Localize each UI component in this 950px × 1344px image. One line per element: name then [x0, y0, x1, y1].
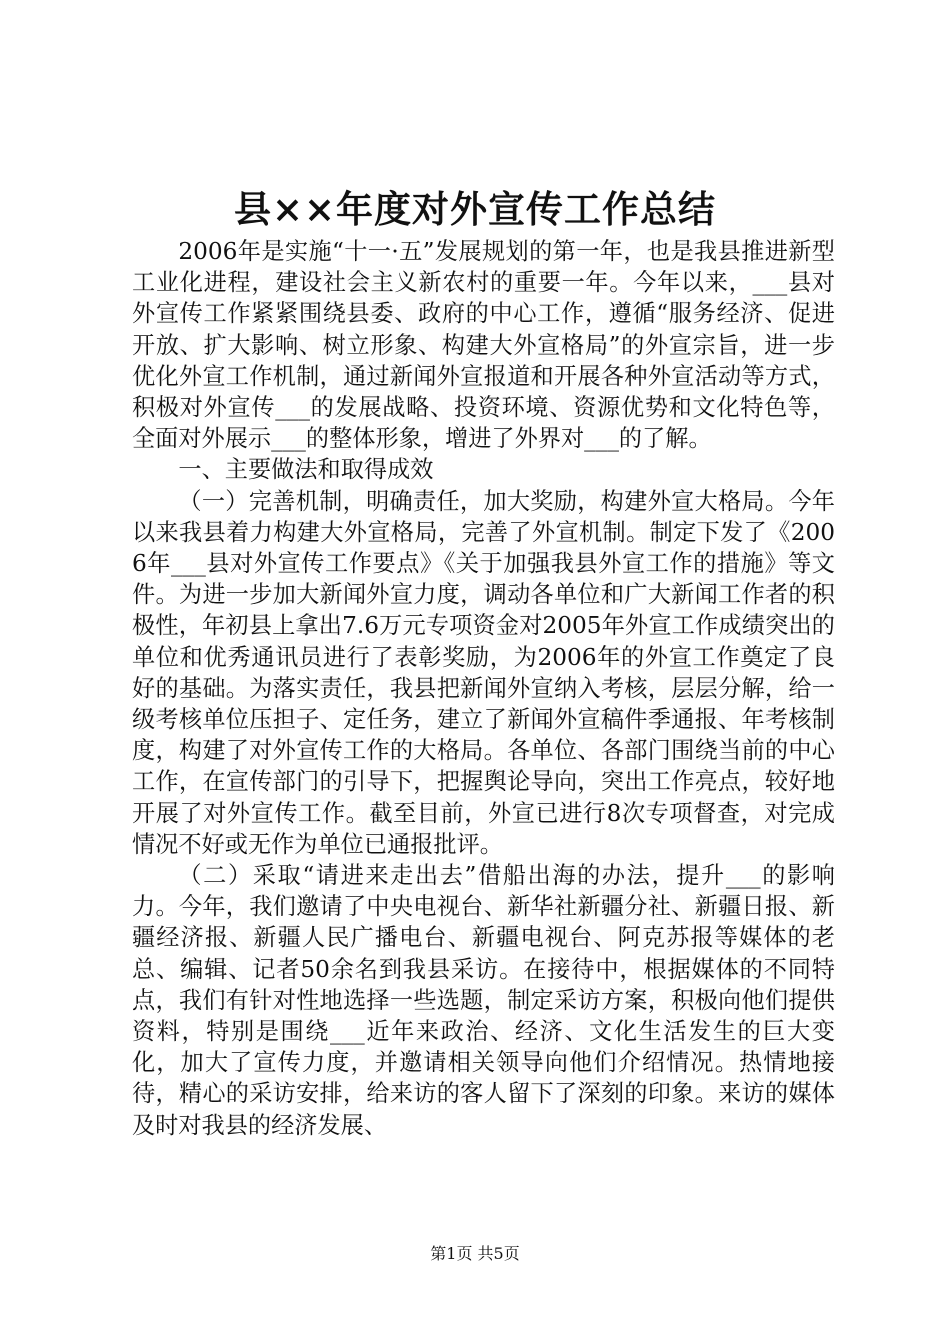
page-number-footer: 第1页 共5页 — [430, 1244, 520, 1263]
paragraph-item-1: （一）完善机制，明确责任，加大奖励，构建外宣大格局。今年以来我县着力构建大外宣格局，完善了外宣机制。制定下发了《2006年___县对外宣传工作要点》《关于加强我县外宣工作的措施》等文件。为进一步加大新闻外宣力度，调动各单位和广大新闻工作者的积极性，年初县上拿出7.6万元专项资金对2005年外宣工作成绩突出的单位和优秀通讯员进行了表彰奖励，为2006年的外宣工作奠定了良好的基础。为落实责任，我县把新闻外宣纳入考核，层层分解，给一级考核单位压担子、定任务，建立了新闻外宣稿件季通报、年考核制度，构建了对外宣传工作的大格局。各单位、各部门围绕当前的中心工作，在宣传部门的引导下，把握舆论导向，突出工作亮点，较好地开展了对外宣传工作。截至目前，外宣已进行8次专项督查，对完成情况不好或无作为单位已通报批评。 — [132, 487, 835, 858]
document-body — [132, 236, 835, 1141]
document-title: 县××年度对外宣传工作总结 — [233, 187, 716, 231]
section-heading: 一、主要做法和取得成效 — [178, 456, 434, 484]
paragraph-item-2: （二）采取“请进来走出去”借船出海的办法，提升___的影响力。今年，我们邀请了中央电视台、新华社新疆分社、新疆日报、新疆经济报、新疆人民广播电台、新疆电视台、阿克苏报等媒体的老总、编辑、记者50余名到我县采访。在接待中，根据媒体的不同特点，我们有针对性地选择一些选题，制定采访方案，积极向他们提供资料，特别是围绕___近年来政治、经济、文化生活发生的巨大变化，加大了宣传力度，并邀请相关领导向他们介绍情况。热情地接待，精心的采访安排，给来访的客人留下了深刻的印象。来访的媒体及时对我县的经济发展、 — [132, 862, 835, 1139]
paragraph-intro: 2006年是实施“十一·五”发展规划的第一年，也是我县推进新型工业化进程，建设社会主义新农村的重要一年。今年以来，___县对外宣传工作紧紧围绕县委、政府的中心工作，遵循“服务经济、促进开放、扩大影响、树立形象、构建大外宣格局”的外宣宗旨，进一步优化外宣工作机制，通过新闻外宣报道和开展各种外宣活动等方式，积极对外宣传___的发展战略、投资环境、资源优势和文化特色等，全面对外展示___的整体形象，增进了外界对___的了解。 — [132, 238, 835, 453]
